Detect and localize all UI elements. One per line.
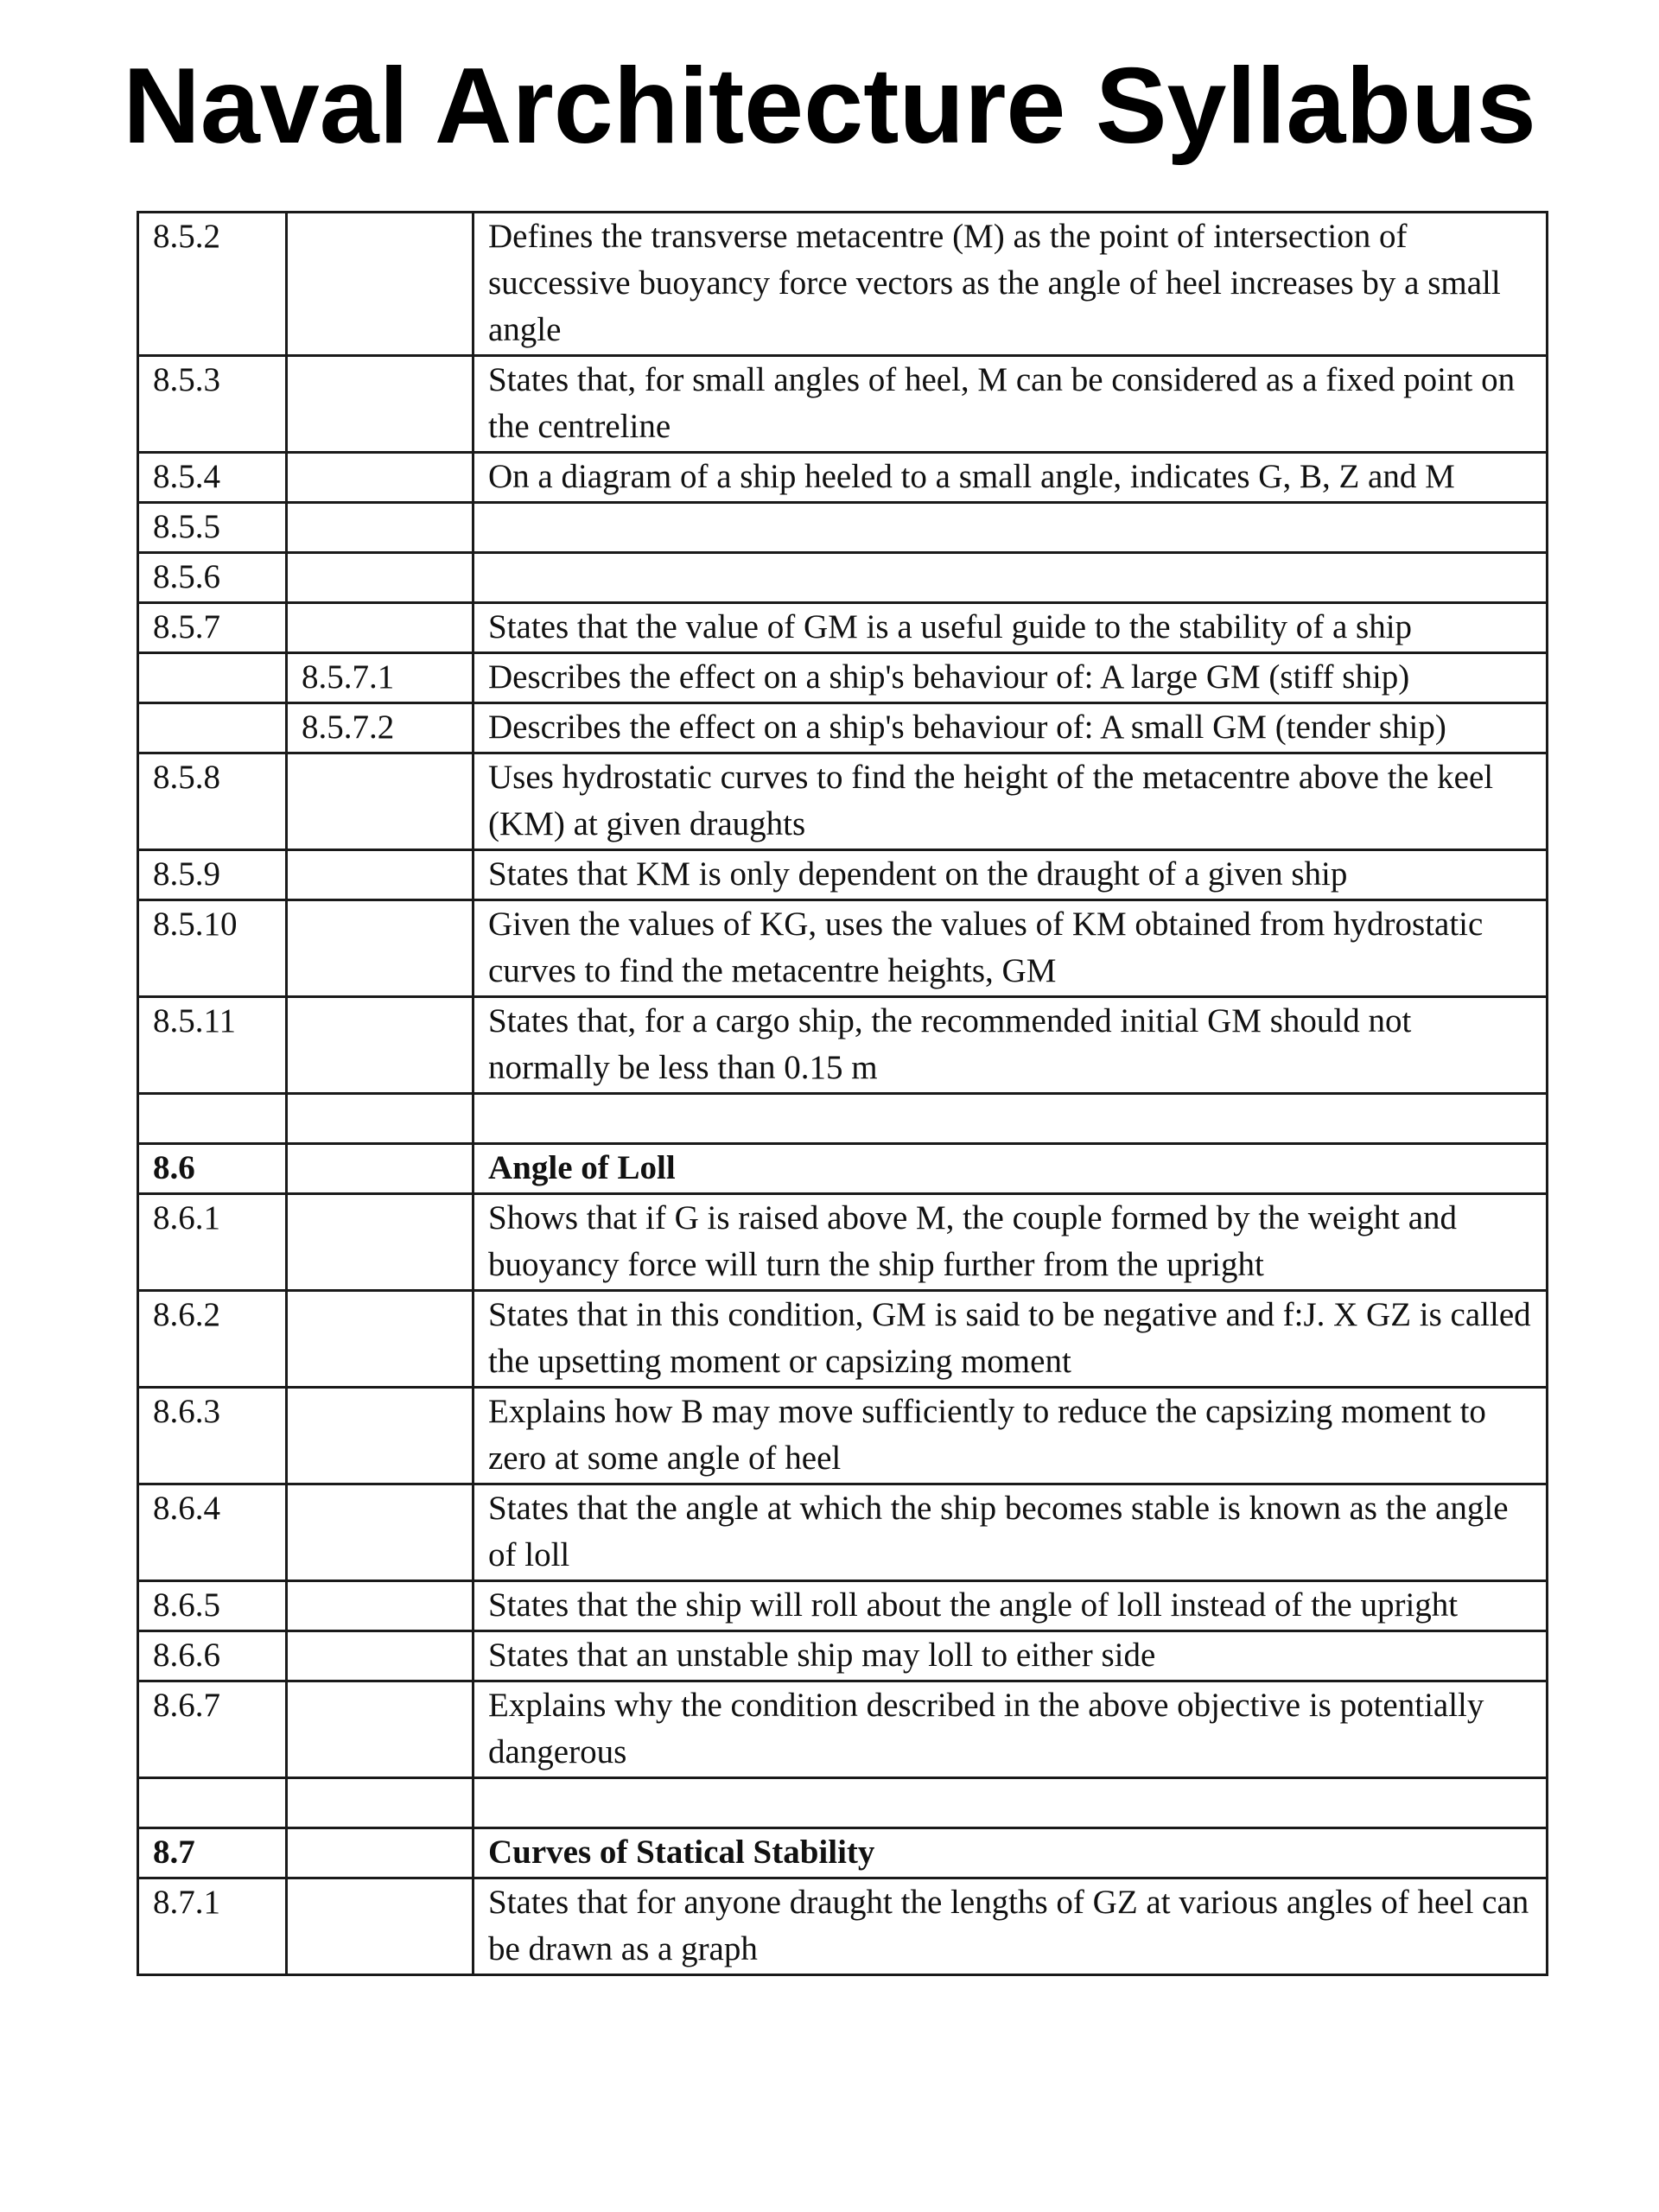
- sub-objective-code-cell: [287, 1194, 474, 1291]
- objective-description-cell: [474, 553, 1548, 603]
- sub-objective-code-cell: [287, 1631, 474, 1681]
- table-row: [138, 850, 1548, 900]
- table-row: [138, 653, 1548, 703]
- table-row: [138, 753, 1548, 850]
- table-row: [138, 1388, 1548, 1484]
- sub-objective-code-cell: [287, 850, 474, 900]
- sub-objective-code-cell: [287, 1828, 474, 1878]
- sub-objective-code-cell: [287, 1581, 474, 1631]
- objective-code-cell: 8.5.9: [138, 850, 287, 900]
- sub-objective-code-cell: [287, 1878, 474, 1975]
- objective-code-cell: [138, 653, 287, 703]
- section-heading-row: [138, 1144, 1548, 1194]
- objective-code-cell: 8.6.5: [138, 1581, 287, 1631]
- sub-objective-code-cell: [287, 503, 474, 553]
- objective-code-cell: 8.5.6: [138, 553, 287, 603]
- table-row: [138, 356, 1548, 453]
- objective-code-cell: 8.6.1: [138, 1194, 287, 1291]
- objective-code-cell: 8.6.3: [138, 1388, 287, 1484]
- objective-description-cell: States that the angle at which the ship becomes stable is known as the angle of loll: [474, 1484, 1548, 1581]
- syllabus-table: [137, 211, 1548, 1976]
- objective-code-cell: 8.6: [138, 1144, 287, 1194]
- sub-objective-code-cell: [287, 213, 474, 356]
- objective-code-cell: [138, 1094, 287, 1144]
- table-row: [138, 997, 1548, 1094]
- objective-code-cell: 8.6.7: [138, 1681, 287, 1778]
- sub-objective-code-cell: [287, 1681, 474, 1778]
- objective-code-cell: 8.5.8: [138, 753, 287, 850]
- objective-description-cell: Uses hydrostatic curves to find the height of the metacentre above the keel (KM) at given draughts: [474, 753, 1548, 850]
- syllabus-table-body: [138, 213, 1548, 1975]
- sub-objective-code-cell: [287, 1778, 474, 1828]
- table-row: [138, 1194, 1548, 1291]
- sub-objective-code-cell: [287, 1094, 474, 1144]
- table-row: [138, 900, 1548, 997]
- sub-objective-code-cell: [287, 1484, 474, 1581]
- objective-code-cell: 8.6.6: [138, 1631, 287, 1681]
- sub-objective-code-cell: [287, 603, 474, 653]
- objective-code-cell: 8.7: [138, 1828, 287, 1878]
- objective-code-cell: 8.5.11: [138, 997, 287, 1094]
- sub-objective-code-cell: 8.5.7.1: [287, 653, 474, 703]
- table-row: [138, 1878, 1548, 1975]
- objective-description-cell: Angle of Loll: [474, 1144, 1548, 1194]
- table-row: [138, 1681, 1548, 1778]
- table-row: [138, 1631, 1548, 1681]
- objective-description-cell: Shows that if G is raised above M, the couple formed by the weight and buoyancy force will turn the ship further from the upright: [474, 1194, 1548, 1291]
- objective-code-cell: 8.5.10: [138, 900, 287, 997]
- objective-description-cell: [474, 1778, 1548, 1828]
- table-row: [138, 1484, 1548, 1581]
- objective-description-cell: States that an unstable ship may loll to either side: [474, 1631, 1548, 1681]
- section-heading-row: [138, 1828, 1548, 1878]
- table-row: [138, 503, 1548, 553]
- objective-code-cell: 8.6.2: [138, 1291, 287, 1388]
- objective-description-cell: [474, 503, 1548, 553]
- objective-description-cell: States that, for a cargo ship, the recommended initial GM should not normally be less than 0.15 m: [474, 997, 1548, 1094]
- objective-code-cell: [138, 703, 287, 753]
- table-row: [138, 1581, 1548, 1631]
- table-row: [138, 1778, 1548, 1828]
- objective-description-cell: Describes the effect on a ship's behaviour of: A small GM (tender ship): [474, 703, 1548, 753]
- sub-objective-code-cell: [287, 553, 474, 603]
- objective-description-cell: States that the value of GM is a useful guide to the stability of a ship: [474, 603, 1548, 653]
- table-row: [138, 603, 1548, 653]
- objective-description-cell: Curves of Statical Stability: [474, 1828, 1548, 1878]
- objective-description-cell: Describes the effect on a ship's behaviour of: A large GM (stiff ship): [474, 653, 1548, 703]
- table-row: [138, 453, 1548, 503]
- objective-code-cell: 8.5.2: [138, 213, 287, 356]
- objective-code-cell: 8.7.1: [138, 1878, 287, 1975]
- objective-code-cell: 8.6.4: [138, 1484, 287, 1581]
- objective-description-cell: States that the ship will roll about the angle of loll instead of the upright: [474, 1581, 1548, 1631]
- table-row: [138, 213, 1548, 356]
- objective-description-cell: Given the values of KG, uses the values of KM obtained from hydrostatic curves to find the metacentre heights, GM: [474, 900, 1548, 997]
- sub-objective-code-cell: [287, 900, 474, 997]
- objective-description-cell: States that in this condition, GM is said to be negative and f:J. X GZ is called the upsetting moment or capsizing moment: [474, 1291, 1548, 1388]
- table-row: [138, 1094, 1548, 1144]
- table-row: [138, 1291, 1548, 1388]
- table-row: [138, 553, 1548, 603]
- objective-description-cell: [474, 1094, 1548, 1144]
- objective-description-cell: States that for anyone draught the lengths of GZ at various angles of heel can be drawn as a graph: [474, 1878, 1548, 1975]
- sub-objective-code-cell: [287, 997, 474, 1094]
- objective-description-cell: Explains how B may move sufficiently to reduce the capsizing moment to zero at some angle of heel: [474, 1388, 1548, 1484]
- objective-description-cell: States that KM is only dependent on the draught of a given ship: [474, 850, 1548, 900]
- objective-code-cell: [138, 1778, 287, 1828]
- sub-objective-code-cell: [287, 453, 474, 503]
- sub-objective-code-cell: 8.5.7.2: [287, 703, 474, 753]
- objective-code-cell: 8.5.4: [138, 453, 287, 503]
- sub-objective-code-cell: [287, 1388, 474, 1484]
- objective-description-cell: On a diagram of a ship heeled to a small angle, indicates G, B, Z and M: [474, 453, 1548, 503]
- sub-objective-code-cell: [287, 356, 474, 453]
- page-title: Naval Architecture Syllabus: [123, 47, 1536, 166]
- objective-code-cell: 8.5.5: [138, 503, 287, 553]
- sub-objective-code-cell: [287, 1144, 474, 1194]
- objective-description-cell: Defines the transverse metacentre (M) as the point of intersection of successive buoyancy force vectors as the angle of heel increases by a small angle: [474, 213, 1548, 356]
- table-row: [138, 703, 1548, 753]
- objective-code-cell: 8.5.3: [138, 356, 287, 453]
- objective-code-cell: 8.5.7: [138, 603, 287, 653]
- sub-objective-code-cell: [287, 1291, 474, 1388]
- objective-description-cell: Explains why the condition described in the above objective is potentially dangerous: [474, 1681, 1548, 1778]
- objective-description-cell: States that, for small angles of heel, M can be considered as a fixed point on the centreline: [474, 356, 1548, 453]
- sub-objective-code-cell: [287, 753, 474, 850]
